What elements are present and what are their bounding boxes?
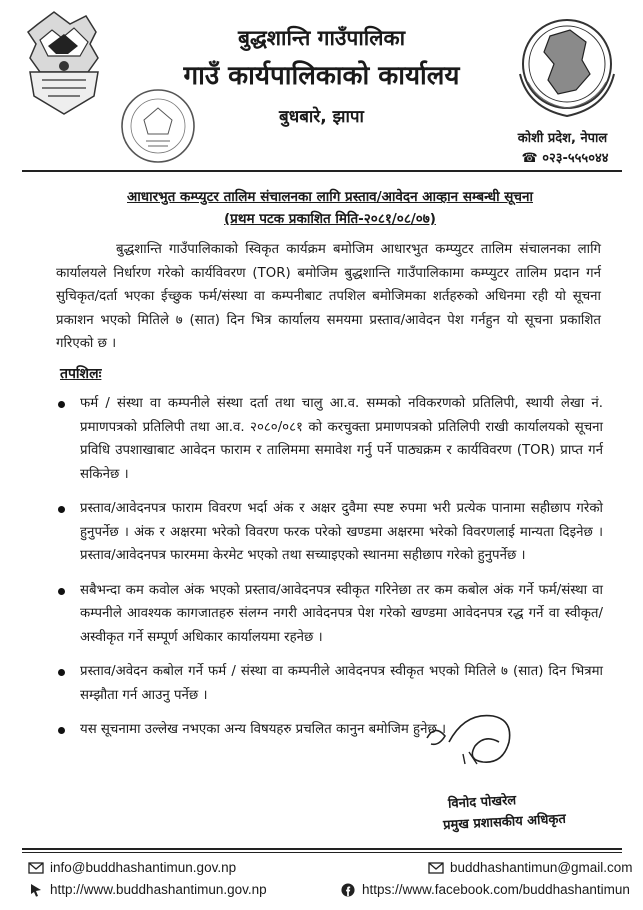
bullet-icon xyxy=(58,669,65,676)
gmail-text[interactable]: buddhashantimun@gmail.com xyxy=(450,860,633,875)
notice-heading xyxy=(90,186,570,230)
list-item-text: सबैभन्दा कम कवोल अंक भएको प्रस्ताव/आवेदनपत्र स्वीकृत गरिनेछा तर कम कबोल अंक गर्ने फर्म/संस्था वा कम्पनीले आवश्यक कागजातहरु संलग्न नगरी आवेदनपत्र पेश गरेको खण्डमा आवेदनपत्र रद्ध गर्ने वा स्वीकृत/अस्वीकृत गर्ने सम्पूर्ण अधिकार कार्यालयमा रहनेछ । xyxy=(80,582,603,645)
phone-number xyxy=(505,148,625,166)
phone-value: ०२३-५५५०४४ xyxy=(542,151,609,166)
link-cursor-icon xyxy=(28,883,44,897)
notice-intro-paragraph: बुद्धशान्ति गाउँपालिकाको स्विकृत कार्यक्रम बमोजिम आधारभुत कम्प्युटर तालिम संचालनका लागि कार्यालयले निर्धारण गरेको कार्यविवरण (TOR) बमोजिम बुद्धशान्ति गाउँपालिकामा कम्प्युटर तालिम प्रदान गर्न सुचिकृत/दर्ता भएका ईच्छुक फर्म/संस्था वा कम्पनीबाट तपशिल बमोजिमका शर्तहरुको अधिनमा रही यो सूचना प्रकाशन भएको मितिले ७ (सात) दिन भित्र कार्यालय समयमा प्रस्ताव/आवेदन पेश गर्नहुन यो सूचना प्रकाशित गरिएको छ । xyxy=(56,242,601,351)
notice-subtitle: (प्रथम पटक प्रकाशित मिति-२०८१/०८/०७) xyxy=(224,211,436,227)
municipality-name: बुद्धशान्ति गाउँपालिका xyxy=(237,26,406,50)
footer-website[interactable] xyxy=(28,882,267,897)
list-item-text: प्रस्ताव/अवेदन कबोल गर्ने फर्म / संस्था वा कम्पनीले आवेदनपत्र स्वीकृत भएको मितिले ७ (सात) दिन भित्रमा सम्झौता गर्न आउनु पर्नेछ । xyxy=(80,664,603,703)
list-item-text: यस सूचनामा उल्लेख नभएका अन्य विषयहरु प्रचलित कानुन बमोजिम हुनेछ । xyxy=(80,722,447,737)
phone-icon: ☎ xyxy=(521,151,543,166)
list-item xyxy=(58,392,603,486)
details-heading: तपशिलः xyxy=(60,366,102,382)
footer-facebook[interactable] xyxy=(340,882,630,897)
signatory-name: विनोद पोखरेल xyxy=(447,793,517,812)
facebook-text[interactable]: https://www.facebook.com/buddhashantimun xyxy=(362,882,630,897)
footer-gmail[interactable] xyxy=(428,860,633,875)
list-item xyxy=(58,579,603,650)
bullet-icon xyxy=(58,401,65,408)
footer-divider-thin xyxy=(22,852,622,853)
envelope-icon xyxy=(428,861,444,875)
header-divider xyxy=(22,170,622,172)
office-name: गाउँ कार्यपालिकाको कार्यालय xyxy=(183,61,460,91)
details-list xyxy=(58,392,603,753)
envelope-icon xyxy=(28,861,44,875)
list-item xyxy=(58,660,603,707)
footer-divider xyxy=(22,848,622,850)
bullet-icon xyxy=(58,588,65,595)
list-item-text: फर्म / संस्था वा कम्पनीले संस्था दर्ता तथा चालु आ.व. सम्मको नविकरणको प्रतिलिपी, स्थायी लेखा नं. प्रमाणपत्रको प्रतिलिपी तथा आ.व. २०८०/०८१ को करचुक्ता प्रमाणपत्रको प्रतिलिपी राखी कार्यालयको सूचना प्रविधि उपशाखाबाट आवेदन फाराम र तालिममा समावेश गर्नु पर्ने पाठ्यक्रम र कार्यविवरण (TOR) प्राप्त गर्न सकिनेछ । xyxy=(80,396,603,482)
bullet-icon xyxy=(58,506,65,513)
notice-title: आधारभुत कम्प्युटर तालिम संचालनका लागि प्रस्ताव/आवेदन आव्हान सम्बन्धी सूचना xyxy=(127,189,533,205)
signature-scribble xyxy=(405,702,535,772)
list-item xyxy=(58,497,603,568)
official-email-text[interactable]: info@buddhashantimun.gov.np xyxy=(50,860,237,875)
province-label: कोशी प्रदेश, नेपाल xyxy=(517,131,608,146)
website-text[interactable]: http://www.buddhashantimun.gov.np xyxy=(50,882,267,897)
list-item-text: प्रस्ताव/आवेदनपत्र फाराम विवरण भर्दा अंक र अक्षर दुवैमा स्पष्ट रुपमा भरी प्रत्येक पानामा सहीछाप गरेको हुनुपर्नेछ । अंक र अक्षरमा भरेको विवरण फरक परेको खण्डमा अक्षरमा भरेको विवरणलाई मान्यता दिइनेछ । प्रस्ताव/आवेदनपत्र फारममा केरमेट भएको तथा सच्याइएको स्थानमा सहीछाप गरेको हुनुपर्नेछ । xyxy=(80,501,603,563)
footer-official-email[interactable] xyxy=(28,860,236,875)
signatory-title: प्रमुख प्रशासकीय अधिकृत xyxy=(442,811,567,834)
office-location: बुधबारे, झापा xyxy=(279,107,364,127)
facebook-icon xyxy=(340,883,356,897)
bullet-icon xyxy=(58,727,65,734)
